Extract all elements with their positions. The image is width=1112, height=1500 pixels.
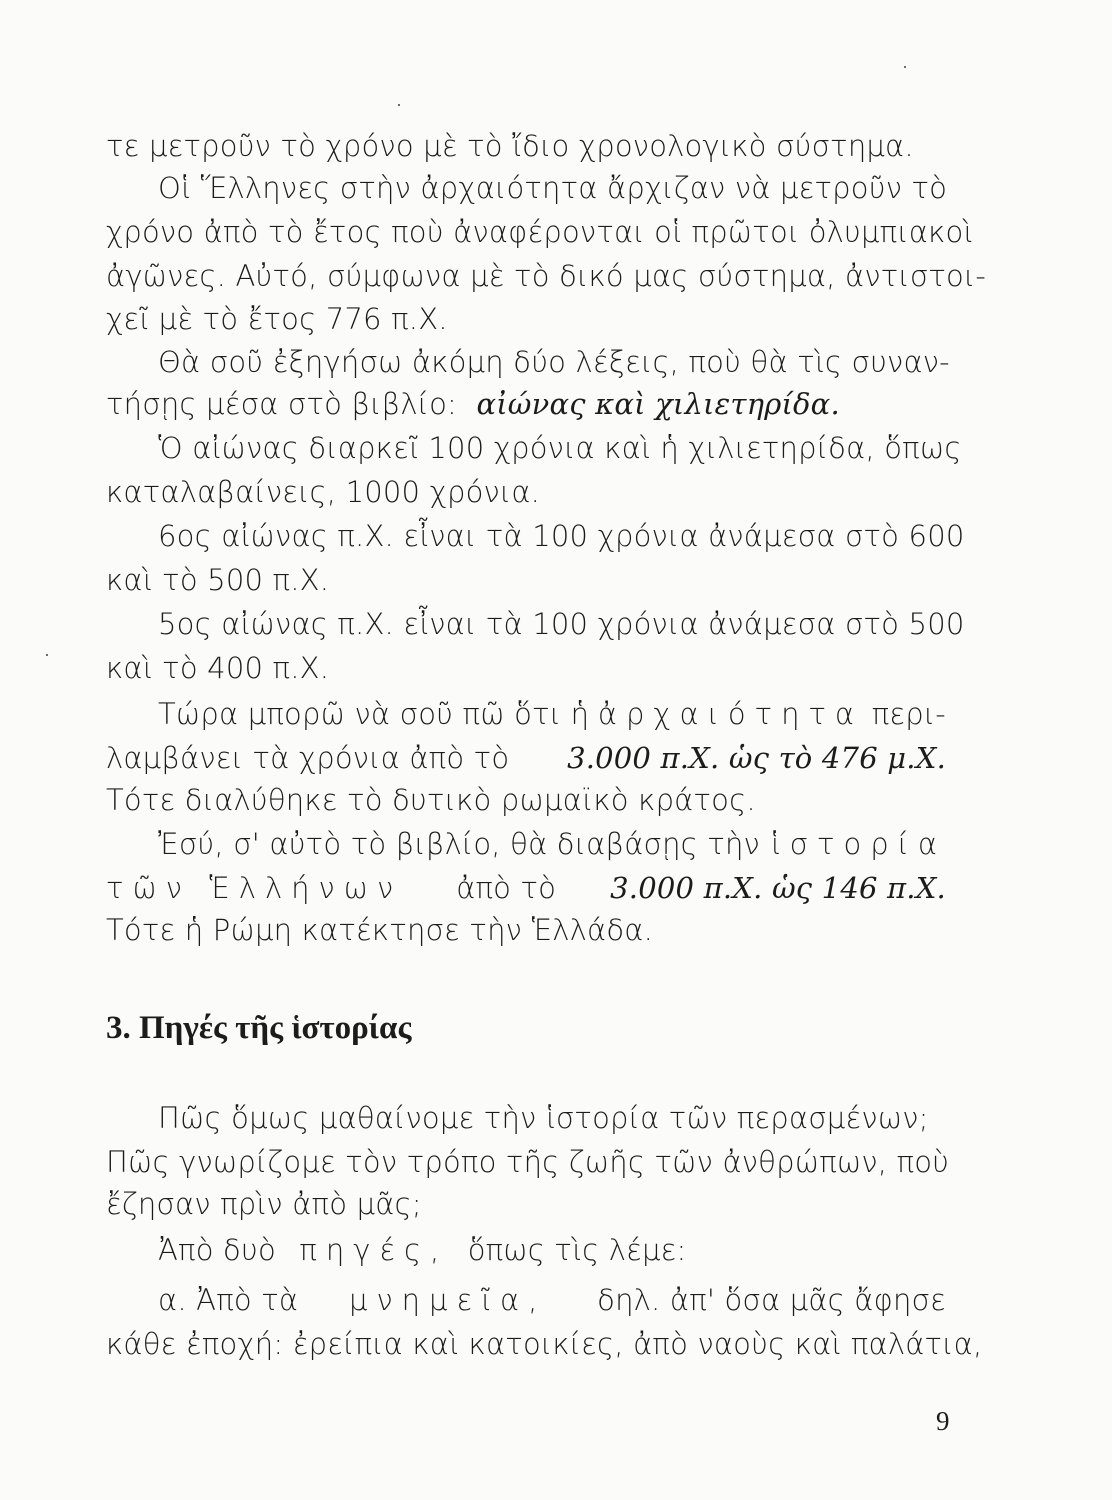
text-line — [158, 824, 946, 864]
text-span: 6ος αἰώνας π.Χ. εἶναι τὰ 100 χρόνια ἀνάμεσα στὸ 600 — [158, 519, 965, 553]
text-span: λαμβάνει τὰ χρόνια ἀπὸ τὸ — [106, 741, 510, 775]
spaced-term: μνημεῖα, — [349, 1283, 547, 1317]
spaced-term: ἀρχαιότητα — [597, 697, 864, 731]
text-span: χρόνο ἀπὸ τὸ ἔτος ποὺ ἀναφέρονται οἱ πρῶτοι ὀλυμπιακοὶ — [106, 215, 974, 249]
spaced-term: πηγές, — [299, 1233, 449, 1267]
text-line — [106, 256, 987, 296]
section-heading: 3. Πηγές τῆς ἱστορίας — [106, 1010, 412, 1046]
italic-dates: 3.000 π.Χ. ὡς τὸ 476 μ.Χ. — [567, 741, 946, 775]
text-span: Πῶς γνωρίζομε τὸν τρόπο τῆς ζωῆς τῶν ἀνθρώπων, ποὺ — [106, 1145, 950, 1179]
text-span: Τώρα μπορῶ νὰ σοῦ πῶ ὅτι ἡ — [158, 697, 590, 731]
text-line — [158, 516, 965, 556]
text-span: ἀγῶνες. Αὐτό, σύμφωνα μὲ τὸ δικό μας σύστημα, ἀντιστοι- — [106, 259, 987, 293]
text-span: Θὰ σοῦ ἐξηγήσω ἀκόμη δύο λέξεις, ποὺ θὰ τὶς συναν- — [158, 345, 950, 379]
text-span: τήσῃς μέσα στὸ βιβλίο: — [106, 387, 458, 421]
text-span: Ἀπὸ δυὸ — [158, 1233, 276, 1267]
text-line — [106, 868, 946, 908]
text-span: α. Ἀπὸ τὰ — [158, 1283, 299, 1317]
text-line — [106, 384, 946, 424]
text-line — [158, 694, 946, 734]
text-span: δηλ. ἀπ' ὅσα μᾶς ἄφησε — [597, 1283, 946, 1317]
text-span: ἀπὸ τὸ — [456, 871, 557, 905]
text-span: Τότε διαλύθηκε τὸ δυτικὸ ρωμαϊκὸ κράτος. — [106, 783, 756, 817]
text-line — [158, 604, 965, 644]
text-line — [158, 1280, 946, 1320]
scan-speck — [398, 104, 400, 106]
text-span: Πῶς ὅμως μαθαίνομε τὴν ἱστορία τῶν περασμένων; — [158, 1101, 929, 1135]
text-span: Οἱ Ἕλληνες στὴν ἀρχαιότητα ἄρχιζαν νὰ μετροῦν τὸ — [158, 171, 948, 205]
text-span: καταλαβαίνεις, 1000 χρόνια. — [106, 475, 541, 509]
italic-dates: 3.000 π.Χ. ὡς 146 π.Χ. — [610, 871, 946, 905]
text-span: χεῖ μὲ τὸ ἔτος 776 π.Χ. — [106, 302, 448, 336]
text-span: καὶ τὸ 400 π.Χ. — [106, 651, 330, 685]
text-span: Ἐσύ, σ' αὐτὸ τὸ βιβλίο, θὰ διαβάσῃς τὴν — [158, 827, 760, 861]
text-line — [158, 168, 946, 208]
text-span: τε μετροῦν τὸ χρόνο μὲ τὸ ἴδιο χρονολογικὸ σύστημα. — [106, 129, 914, 163]
text-line — [106, 1142, 950, 1182]
text-line — [106, 648, 946, 688]
text-line — [158, 342, 950, 382]
scan-speck — [904, 66, 906, 68]
text-line — [106, 560, 946, 600]
text-line — [106, 472, 946, 512]
text-line — [106, 212, 974, 252]
text-span: Ὁ αἰώνας διαρκεῖ 100 χρόνια καὶ ἡ χιλιετηρίδα, ὅπως — [158, 431, 962, 465]
text-span: ὅπως τὶς λέμε: — [467, 1233, 687, 1267]
text-span: κάθε ἐποχή: ἐρείπια καὶ κατοικίες, ἀπὸ ναοὺς καὶ παλάτια, — [106, 1327, 983, 1361]
text-span: ἔζησαν πρὶν ἀπὸ μᾶς; — [106, 1187, 422, 1221]
text-line — [158, 1098, 946, 1138]
text-line — [106, 1324, 983, 1364]
text-line — [158, 1230, 946, 1270]
text-line — [106, 780, 946, 820]
italic-term: αἰώνας καὶ χιλιετηρίδα. — [476, 387, 840, 421]
scan-speck — [46, 654, 48, 656]
text-span: περι- — [871, 697, 946, 731]
text-span: Τότε ἡ Ρώμη κατέκτησε τὴν Ἑλλάδα. — [106, 913, 654, 947]
spaced-term: τῶν Ἑλλήνων — [106, 871, 403, 905]
text-line — [106, 126, 946, 166]
text-line — [158, 428, 962, 468]
text-line — [106, 299, 946, 339]
text-line — [106, 738, 946, 778]
text-span: καὶ τὸ 500 π.Χ. — [106, 563, 330, 597]
text-line — [106, 910, 946, 950]
text-line — [106, 1184, 946, 1224]
page-number: 9 — [936, 1406, 950, 1436]
text-span: 5ος αἰώνας π.Χ. εἶναι τὰ 100 χρόνια ἀνάμεσα στὸ 500 — [158, 607, 965, 641]
spaced-term: ἱστορία — [770, 827, 946, 861]
